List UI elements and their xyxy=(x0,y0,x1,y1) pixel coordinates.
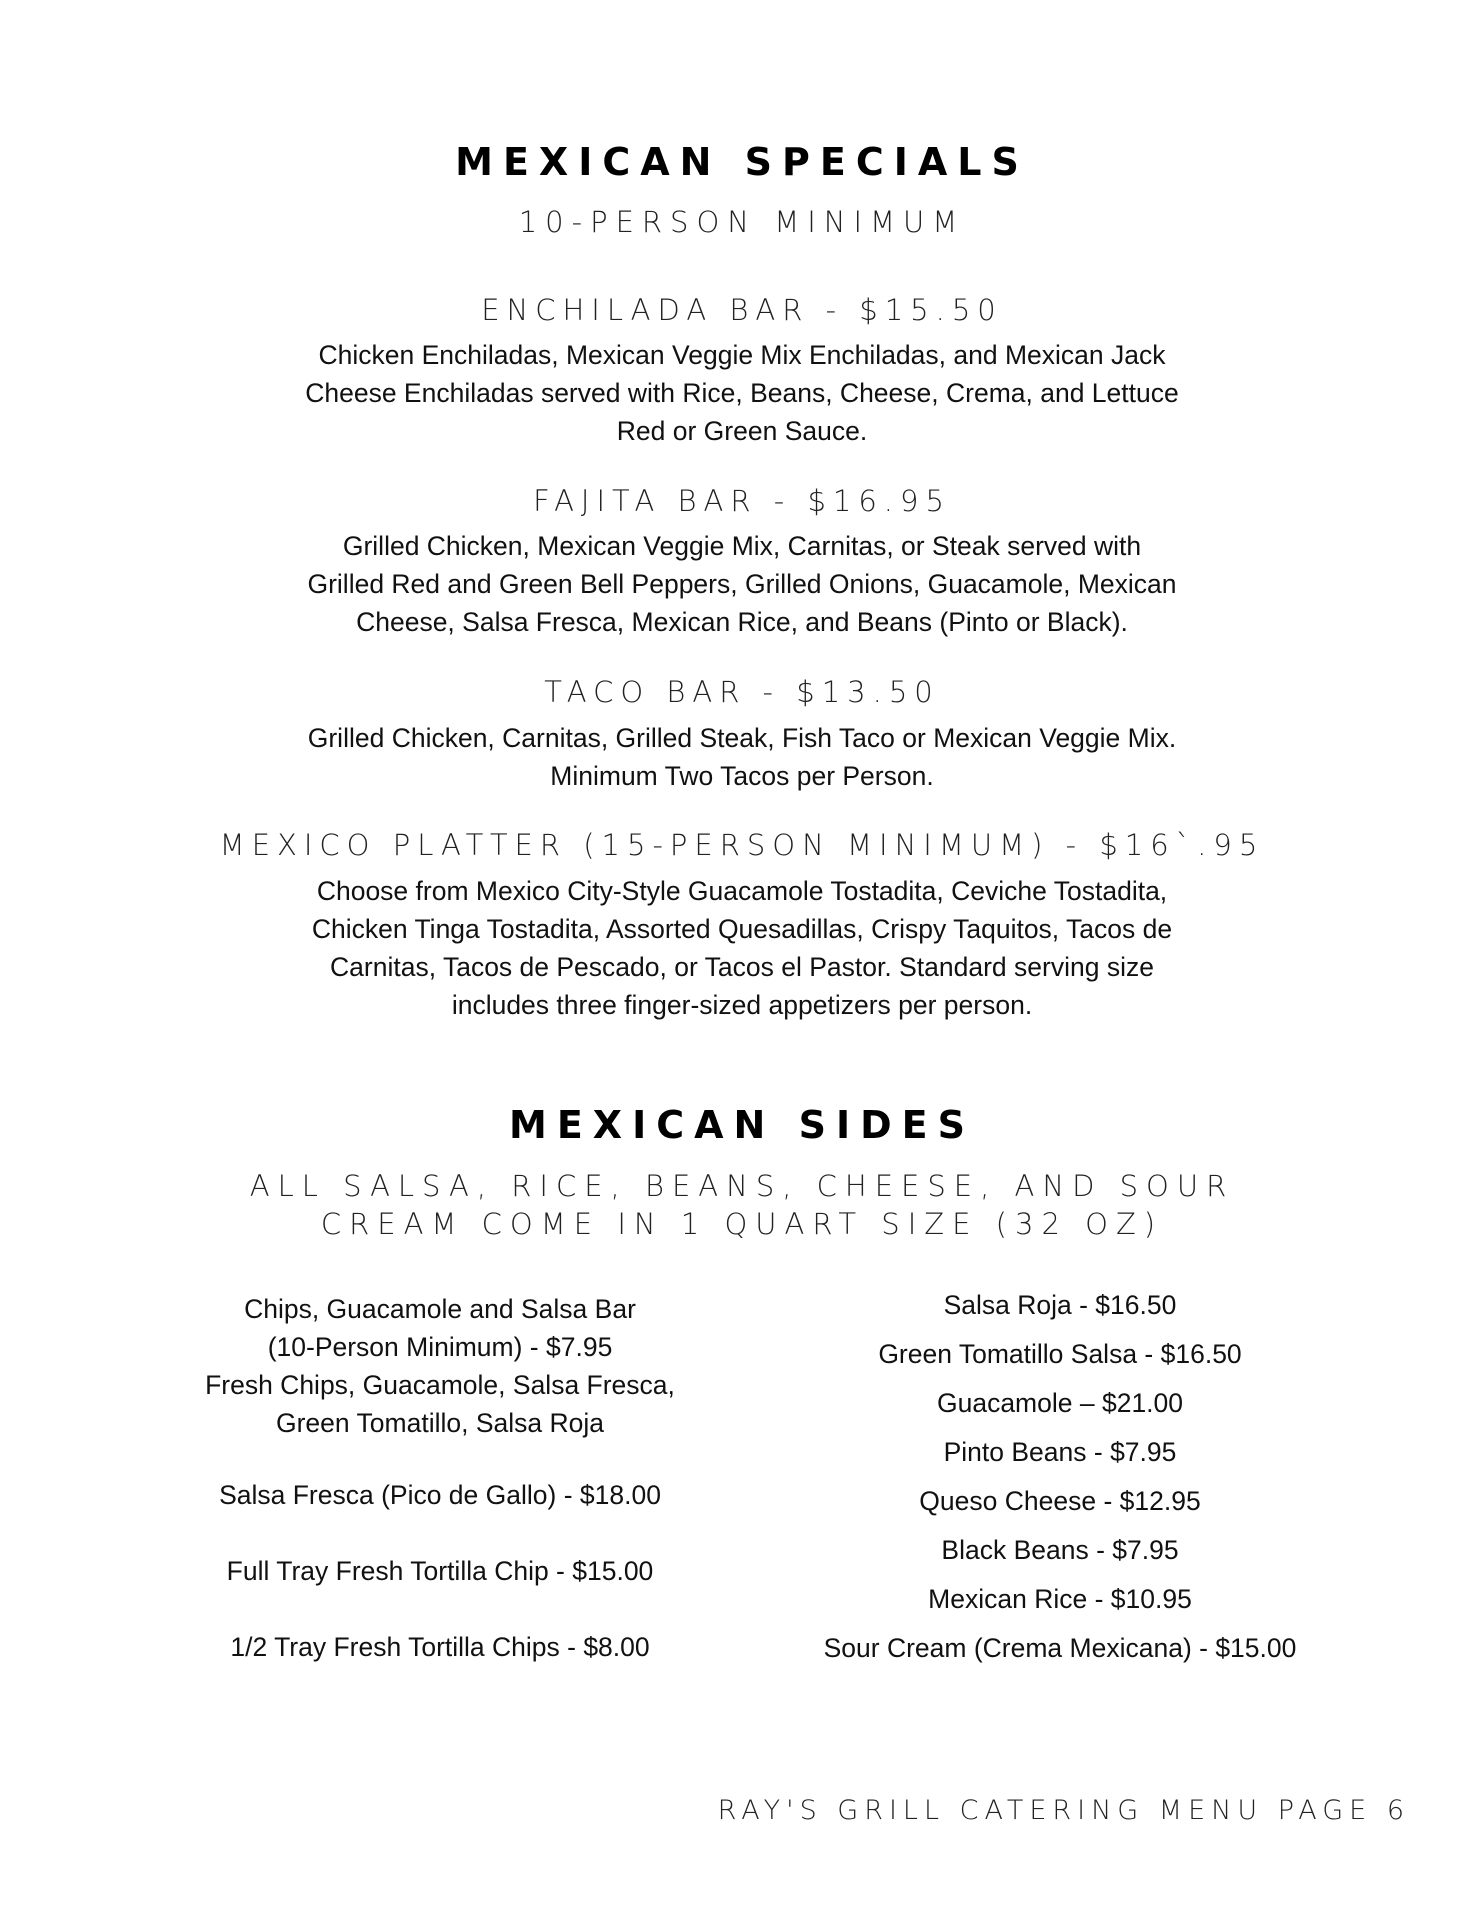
side-item: Salsa Roja - $16.50 xyxy=(943,1290,1177,1320)
chips-guacamole-salsa-bar xyxy=(160,1290,720,1442)
side-item: 1/2 Tray Fresh Tortilla Chips - $8.00 xyxy=(230,1632,650,1662)
side-item: Pinto Beans - $7.95 xyxy=(943,1437,1177,1467)
item-description-mexico-platter xyxy=(230,872,1254,1024)
side-item: Queso Cheese - $12.95 xyxy=(919,1486,1201,1516)
description-line: Choose from Mexico City-Style Guacamole Tostadita, Ceviche Tostadita, xyxy=(316,876,1168,906)
item-description-taco xyxy=(230,719,1254,795)
side-item-line: Fresh Chips, Guacamole, Salsa Fresca, xyxy=(205,1370,675,1400)
item-title-fajita: FAJITA BAR - $16.95 xyxy=(533,484,951,518)
specials-subtitle: 10-PERSON MINIMUM xyxy=(518,205,966,239)
page-footer: RAY'S GRILL CATERING MENU PAGE 6 xyxy=(717,1795,1410,1826)
item-title-taco: TACO BAR - $13.50 xyxy=(544,675,940,709)
specials-title: MEXICAN SPECIALS xyxy=(455,140,1029,184)
side-item-line: (10-Person Minimum) - $7.95 xyxy=(267,1332,613,1362)
sides-title: MEXICAN SIDES xyxy=(509,1103,975,1147)
side-item: Green Tomatillo Salsa - $16.50 xyxy=(878,1339,1242,1369)
item-description-enchilada xyxy=(230,336,1254,450)
side-item: Sour Cream (Crema Mexicana) - $15.00 xyxy=(823,1633,1297,1663)
side-item: Full Tray Fresh Tortilla Chip - $15.00 xyxy=(226,1556,654,1586)
side-item: Mexican Rice - $10.95 xyxy=(928,1584,1192,1614)
sides-subtitle-line: CREAM COME IN 1 QUART SIZE (32 OZ) xyxy=(320,1207,1164,1241)
description-line: Carnitas, Tacos de Pescado, or Tacos el Pastor. Standard serving size xyxy=(330,952,1154,982)
description-line: includes three finger-sized appetizers per person. xyxy=(451,990,1033,1020)
item-title-enchilada: ENCHILADA BAR - $15.50 xyxy=(481,293,1003,327)
description-line: Grilled Chicken, Mexican Veggie Mix, Carnitas, or Steak served with xyxy=(342,531,1142,561)
sides-subtitle xyxy=(0,1167,1484,1243)
item-description-fajita xyxy=(230,527,1254,641)
description-line: Grilled Red and Green Bell Peppers, Grilled Onions, Guacamole, Mexican xyxy=(307,569,1177,599)
description-line: Cheese, Salsa Fresca, Mexican Rice, and Beans (Pinto or Black). xyxy=(356,607,1128,637)
description-line: Grilled Chicken, Carnitas, Grilled Steak, Fish Taco or Mexican Veggie Mix. xyxy=(307,723,1177,753)
side-item: Guacamole – $21.00 xyxy=(936,1388,1184,1418)
side-item: Black Beans - $7.95 xyxy=(941,1535,1179,1565)
side-item-line: Chips, Guacamole and Salsa Bar xyxy=(244,1294,636,1324)
description-line: Chicken Enchiladas, Mexican Veggie Mix Enchiladas, and Mexican Jack xyxy=(318,340,1166,370)
description-line: Minimum Two Tacos per Person. xyxy=(550,761,934,791)
description-line: Cheese Enchiladas served with Rice, Beans, Cheese, Crema, and Lettuce xyxy=(305,378,1179,408)
side-item-line: Green Tomatillo, Salsa Roja xyxy=(276,1408,604,1438)
description-line: Chicken Tinga Tostadita, Assorted Quesadillas, Crispy Taquitos, Tacos de xyxy=(311,914,1173,944)
sides-subtitle-line: ALL SALSA, RICE, BEANS, CHEESE, AND SOUR xyxy=(249,1169,1235,1203)
description-line: Red or Green Sauce. xyxy=(616,416,868,446)
item-title-mexico-platter: MEXICO PLATTER (15-PERSON MINIMUM) - $16`.95 xyxy=(219,828,1265,862)
side-item: Salsa Fresca (Pico de Gallo) - $18.00 xyxy=(219,1480,661,1510)
